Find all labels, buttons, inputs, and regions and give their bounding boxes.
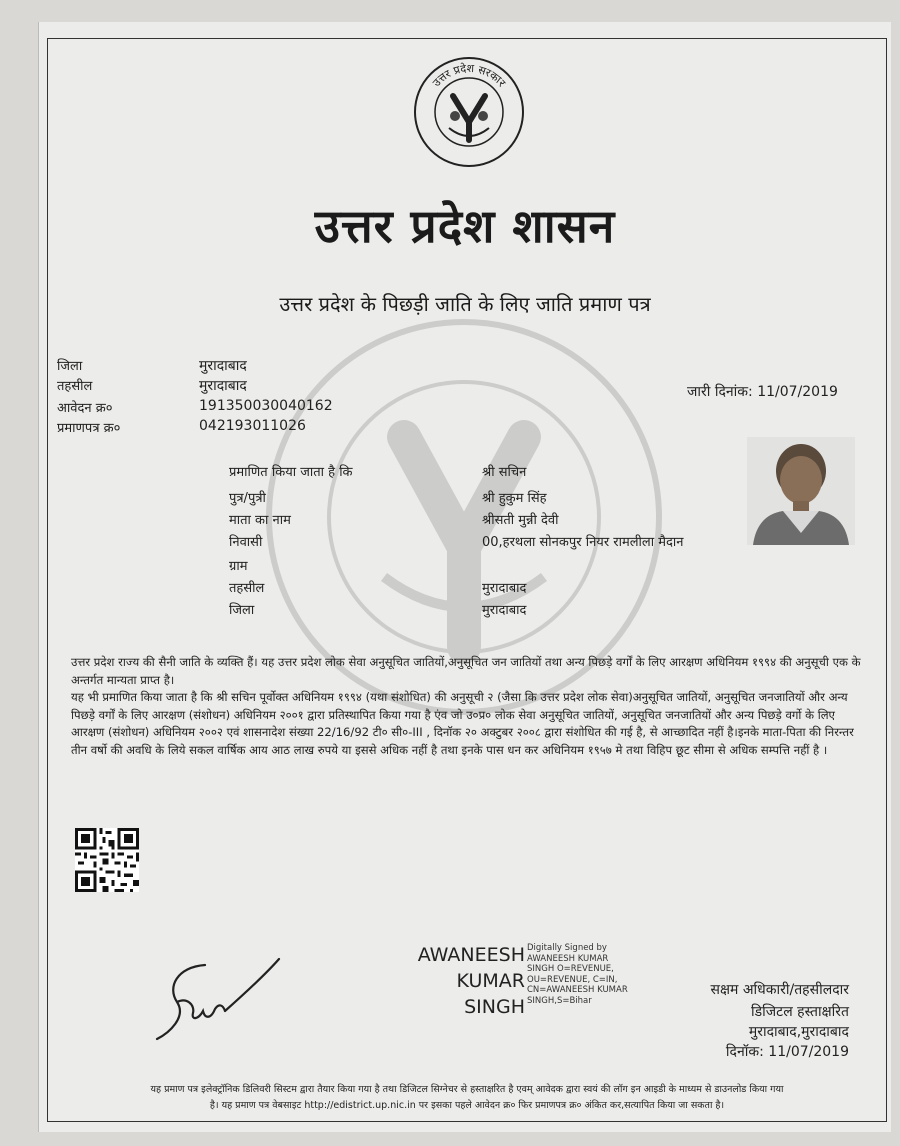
sig-detail-line: CN=AWANEESH KUMAR bbox=[527, 985, 628, 995]
signer-name-line-2: KUMAR bbox=[456, 970, 525, 992]
sig-detail-line: AWANEESH KUMAR bbox=[527, 953, 609, 964]
sig-detail-line: SINGH,S=Bihar bbox=[527, 995, 592, 1006]
resident-label: निवासी bbox=[229, 535, 263, 550]
certificate-page bbox=[38, 22, 891, 1132]
footer-line-1: यह प्रमाण पत्र इलेक्ट्रॉनिक डिलिवरी सिस्टम द्वारा तैयार किया गया है तथा डिजिटल सिग्नेचर से हस्ताक्षरित है एवम् आवेदक द्वारा स्वयं की लॉग इन आइडी के माध्यम से डाउनलोड किया गया bbox=[150, 1084, 784, 1095]
mother-label: माता का नाम bbox=[229, 513, 291, 528]
certificate-no-label: प्रमाणपत्र क्र० bbox=[57, 421, 121, 436]
footer-line-2: है। यह प्रमाण पत्र वेबसाइट http://edistrict.up.nic.in पर इसका पहले आवेदन क्र० फिर प्रमाणपत्र क्र० अंकित कर,सत्यापित किया जा सकता है। bbox=[209, 1100, 725, 1111]
sig-detail-line: OU=REVENUE, C=IN, bbox=[527, 974, 618, 985]
certified-label: प्रमाणित किया जाता है कि bbox=[229, 465, 353, 480]
field-tehsil-value: मुरादाबाद bbox=[482, 581, 527, 596]
qr-code-icon bbox=[75, 828, 139, 892]
signer-name-line-3: SINGH bbox=[464, 996, 525, 1018]
mother-name: श्रीसती मुन्नी देवी bbox=[482, 513, 559, 528]
resident-address: 00,हरथला सोनकपुर नियर रामलीला मैदान bbox=[482, 535, 684, 550]
village-label: ग्राम bbox=[229, 559, 248, 574]
tehsil-value: मुरादाबाद bbox=[199, 378, 247, 394]
officer-place: मुरादाबाद,मुरादाबाद bbox=[748, 1024, 849, 1040]
emblem-text: उत्तर प्रदेश सरकार bbox=[429, 61, 509, 90]
sig-detail-line: Digitally Signed by bbox=[527, 943, 607, 953]
government-title: उत्तर प्रदेश शासन bbox=[314, 199, 616, 253]
sig-detail-line: SINGH O=REVENUE, bbox=[527, 964, 614, 974]
digital-signature-details bbox=[527, 943, 628, 1006]
up-government-emblem-icon bbox=[413, 56, 525, 168]
district-value: मुरादाबाद bbox=[199, 358, 247, 374]
body-paragraph-2: यह भी प्रमाणित किया जाता है कि श्री सचिन पूर्वोक्त अधिनियम १९९४ (यथा संशोधित) की अनुसूची २ (जैसा कि उत्तर प्रदेश लोक सेवा)अनुसूचित जातियों, अनुसूचित जनजातियों और अन्य पिछड़े वर्गों के लिए आरक्षण (संशोधन) अधिनियम २००१ द्वारा प्रतिस्थापित किया गया है एंव जो उ०प्र० लोक सेवा अनुसूचित जातियों, अनुसूचित जनजातियों और अन्य पिछड़े वर्गो के लिए आरक्षण (संशोधन) अधिनियम २००२ एवं शासनादेश संख्या 22/16/92 टी० सी०-III , दिनॉक २० अक्टुबर २००८ द्वारा संशोधित की गई है, से आच्छादित नहीं है।इनके माता-पिता की निरन्तर तीन वर्षो की अवधि के लिये सकल वार्षिक आय आठ लाख रुपये या इससे अधिक नहीं है तथा इनके पास धन कर अधिनियम १९५७ मे तथा विहिप छूट सीमा से अधिक सम्पत्ति नहीं है । bbox=[71, 690, 854, 757]
officer-date: दिनॉक: 11/07/2019 bbox=[725, 1044, 849, 1060]
certificate-no-value: 042193011026 bbox=[199, 418, 306, 434]
field-tehsil-label: तहसील bbox=[229, 581, 265, 596]
holder-name: श्री सचिन bbox=[482, 465, 527, 480]
application-no-label: आवेदन क्र० bbox=[57, 401, 113, 416]
tehsil-label: तहसील bbox=[57, 379, 93, 394]
certificate-title: उत्तर प्रदेश के पिछड़ी जाति के लिए जाति प्रमाण पत्र bbox=[279, 292, 651, 316]
officer-designation: सक्षम अधिकारी/तहसीलदार bbox=[710, 982, 849, 998]
footer-note bbox=[59, 1082, 875, 1114]
body-paragraph-1: उत्तर प्रदेश राज्य की सैनी जाति के व्यक्ति हैं। यह उत्तर प्रदेश लोक सेवा अनुसूचित जातियों,अनुसूचित जन जातियों तथा अन्य पिछड़े वर्गों के लिए आरक्षण अधिनियम १९९४ की अनुसूची एक के अन्तर्गत मान्यता प्राप्त है। bbox=[71, 655, 861, 687]
holder-photo bbox=[747, 437, 855, 545]
issue-date: जारी दिनांक: 11/07/2019 bbox=[687, 384, 838, 400]
father-name: श्री हुकुम सिंह bbox=[482, 491, 547, 506]
certificate-body bbox=[71, 654, 867, 759]
handwritten-signature bbox=[147, 947, 287, 1047]
digital-signer-name bbox=[391, 942, 525, 1020]
parent-label: पुत्र/पुत्री bbox=[229, 491, 266, 506]
application-no-value: 191350030040162 bbox=[199, 398, 333, 414]
district-label: जिला bbox=[57, 359, 83, 374]
field-district-value: मुरादाबाद bbox=[482, 603, 527, 618]
field-district-label: जिला bbox=[229, 603, 255, 618]
officer-signed: डिजिटल हस्ताक्षरित bbox=[751, 1004, 849, 1020]
signer-name-line-1: AWANEESH bbox=[417, 944, 525, 966]
